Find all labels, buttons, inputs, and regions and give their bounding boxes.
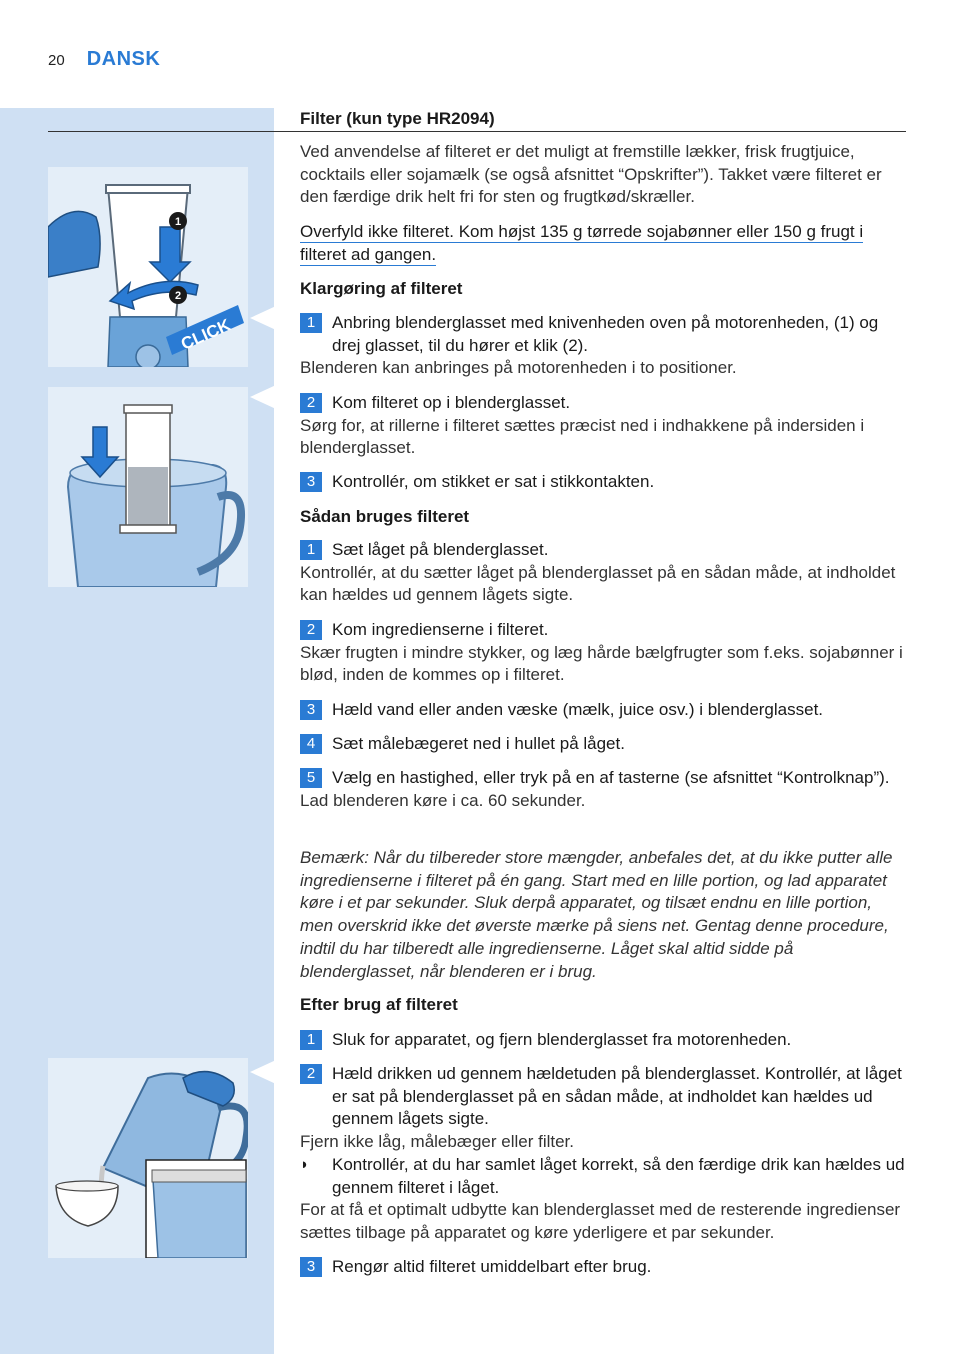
header-rule xyxy=(48,131,906,132)
step-text: Hæld drikken ud gennem hældetuden på blenderglasset. Kontrollér, at låget er sat på blenderglasset på en sådan måde, at indholdet kan hældes ud gennem lågets sigte. xyxy=(332,1064,902,1129)
illustration-pour-drink xyxy=(48,1058,248,1258)
illustration-attach-jar xyxy=(48,167,248,367)
after-step-1 xyxy=(300,1029,906,1052)
step-text: Sluk for apparatet, og fjern blenderglasset fra motorenheden. xyxy=(332,1030,792,1049)
after-heading: Efter brug af filteret xyxy=(300,995,458,1014)
use-step-2 xyxy=(300,619,906,687)
use-heading: Sådan bruges filteret xyxy=(300,507,470,526)
use-step-1 xyxy=(300,539,906,607)
use-step-5 xyxy=(300,767,906,812)
step-number: 5 xyxy=(300,768,322,788)
step-sub: Sørg for, at rillerne i filteret sættes præcist ned i indhakkene på indersiden i blenderglasset. xyxy=(300,415,865,458)
step-number: 2 xyxy=(300,620,322,640)
pointer-triangle xyxy=(250,1060,276,1084)
step-sub: Fjern ikke låg, målebæger eller filter. xyxy=(300,1132,575,1152)
click-label: CLICK xyxy=(178,315,234,354)
prep-step-2 xyxy=(300,392,906,460)
pour-drink-drawing xyxy=(48,1058,248,1258)
bullet-sub: For at få et optimalt udbytte kan blenderglasset med de resterende ingredienser sættes tilbage på apparatet og køre yderligere et par sekunder. xyxy=(300,1200,901,1243)
step-text: Rengør altid filteret umiddelbart efter brug. xyxy=(332,1257,652,1276)
step-sub: Skær frugten i mindre stykker, og læg hårde bælgfrugter som f.eks. sojabønner i blød, inden de kommes op i filteret. xyxy=(300,642,903,685)
language-title: DANSK xyxy=(86,48,161,70)
step-text: Sæt målebægeret ned i hullet på låget. xyxy=(332,734,625,753)
step-text: Hæld vand eller anden væske (mælk, juice osv.) i blenderglasset. xyxy=(332,700,824,719)
step-text: Vælg en hastighed, eller tryk på en af tasterne (se afsnittet “Kontrolknap”). xyxy=(332,768,890,787)
illustration-insert-filter xyxy=(48,387,248,587)
pointer-triangle xyxy=(250,306,276,330)
page-number: 20 xyxy=(48,52,65,69)
prep-step-3 xyxy=(300,471,906,494)
after-step-2 xyxy=(300,1063,906,1154)
prep-step-1 xyxy=(300,312,906,380)
prep-heading: Klargøring af filteret xyxy=(300,279,463,298)
after-bullet xyxy=(300,1154,906,1245)
step-number: 1 xyxy=(300,313,322,333)
use-step-4 xyxy=(300,733,906,756)
step-text: Kom filteret op i blenderglasset. xyxy=(332,393,571,412)
step-number: 2 xyxy=(300,1064,322,1084)
attach-jar-drawing xyxy=(48,167,248,367)
step-number: 3 xyxy=(300,700,322,720)
step-number: 3 xyxy=(300,472,322,492)
use-step-3 xyxy=(300,699,906,722)
page-header xyxy=(48,48,160,71)
step-text: Anbring blenderglasset med knivenheden oven på motorenheden, (1) og drej glasset, til du hører et klik (2). xyxy=(332,313,879,355)
bullet-text: Kontrollér, at du har samlet låget korrekt, så den færdige drik kan hældes ud gennem filteret i låget. xyxy=(332,1155,905,1197)
step-text: Sæt låget på blenderglasset. xyxy=(332,540,549,559)
insert-filter-drawing xyxy=(48,387,248,587)
step-number: 4 xyxy=(300,734,322,754)
section-title: Filter (kun type HR2094) xyxy=(300,109,495,128)
warning-text: Overfyld ikke filteret. Kom højst 135 g tørrede sojabønner eller 150 g frugt i filteret ad gangen. xyxy=(300,222,864,264)
marker-2-label: 2 xyxy=(174,290,182,302)
step-sub: Blenderen kan anbringes på motorenheden i to positioner. xyxy=(300,358,737,378)
bullet-icon: ◗ xyxy=(300,1156,310,1173)
intro-paragraph: Ved anvendelse af filteret er det muligt at fremstille lækker, frisk frugtjuice, cocktails eller sojamælk (se også afsnittet “Opskrifter”). Takket være filteret er den færdige drik helt fri for sten og frugtkød/skræller. xyxy=(300,142,882,207)
step-text: Kom ingredienserne i filteret. xyxy=(332,620,549,639)
step-text: Kontrollér, om stikket er sat i stikkontakten. xyxy=(332,472,655,491)
step-sub: Kontrollér, at du sætter låget på blenderglasset på en sådan måde, at indholdet kan hældes ud gennem lågets sigte. xyxy=(300,562,896,605)
step-sub: Lad blenderen køre i ca. 60 sekunder. xyxy=(300,790,586,810)
pointer-triangle xyxy=(250,385,276,409)
step-number: 3 xyxy=(300,1257,322,1277)
step-number: 2 xyxy=(300,393,322,413)
step-number: 1 xyxy=(300,1030,322,1050)
note-paragraph: Bemærk: Når du tilbereder store mængder, anbefales det, at du ikke putter alle ingredienserne i filteret på én gang. Start med en lille portion, og lad apparatet køre i et par sekunder. Sluk derpå apparatet, og tilsæt endnu en lille portion, men overskrid ikke det øverste mærke på siens net. Gentag denne procedure, indtil du har tilberedt alle ingredienserne. Låget skal altid sidde på blenderglasset, når blenderen er i brug. xyxy=(300,848,893,981)
step-number: 1 xyxy=(300,540,322,560)
marker-1-label: 1 xyxy=(174,216,182,228)
after-step-3 xyxy=(300,1256,906,1279)
